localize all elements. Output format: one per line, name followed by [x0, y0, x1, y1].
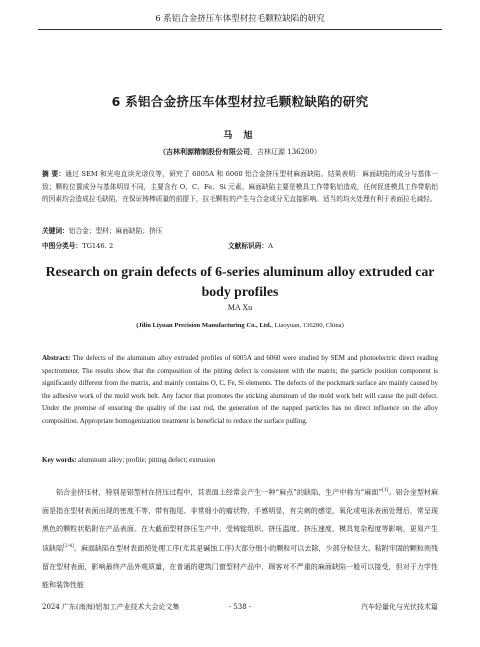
running-header — [38, 9, 442, 30]
english-affiliation-org: (Jilin Liyuan Precision Manufacturing Co., Ltd. — [136, 322, 272, 329]
english-abstract-label: Abstract: — [42, 354, 71, 362]
footer-section: 汽车轻量化与光伏技术篇 — [361, 603, 438, 611]
document-code-value: A — [268, 242, 273, 250]
chinese-affiliation-org: （吉林利源精制股份有限公司 — [159, 147, 251, 156]
running-title: 6 系铝合金挤压车体型材拉毛颗粒缺陷的研究 — [155, 14, 325, 24]
body-text-part-3: 。麻面缺陷在型材表面预处理工序(尤其是碱蚀工序)大部分细小的颗粒可以去除，少部分粒径大、粘附牢固的颗粒则残留在型材表面，影响最终产品外观质量，在普通的建筑门窗型材产品中，顾客对不严重的麻面缺陷一般可以接受，但对于力学性能和装饰性能 — [42, 544, 439, 590]
english-keywords-label: Key words: — [42, 456, 77, 464]
chinese-title: 6 系铝合金挤压车体型材拉毛颗粒缺陷的研究 — [111, 94, 369, 109]
english-keywords-text: aluminum alloy; profile; pitting defect; extrusion — [76, 456, 216, 464]
document-code-label: 文献标识码： — [228, 242, 269, 250]
chinese-abstract-text: 通过 SEM 和光电直读光谱仪等，研究了 6005A 和 6060 铝合金挤压型材麻面缺陷。结果表明：麻面缺陷的成分与基体一致；颗粒位置成分与基体明显不同，主要含有 O、C、Fe、Si 元素。麻面缺陷主要是模具工作带粘铝造成，任何促进模具工作带粘铝的因素均会造成拉毛缺陷，在保证铸棒质量的前提下，拉毛颗粒的产生与合金成分无直接影响。适当的均火处理有利于表面拉毛减轻。 — [42, 170, 439, 204]
chinese-author: 马 旭 — [223, 131, 257, 141]
classification-line — [42, 240, 438, 252]
chinese-keywords-text: 铝合金；型材；麻面缺陷；挤压 — [68, 227, 163, 235]
english-title-block — [42, 262, 438, 302]
english-author: MA Xu — [227, 303, 253, 312]
chinese-affiliation — [0, 147, 480, 157]
body-text-part-1: 铝合金挤压材，特别是铝型材在挤压过程中，其表面上经常会产生一种“麻点”的缺陷，生产中称为“麻面” — [56, 488, 383, 497]
class-number-value: TG146. 2 — [82, 242, 114, 250]
chinese-abstract-label: 摘 要： — [42, 170, 66, 178]
body-text-part-2: 。铝合金型材麻面是指在型材表面出现的密度不等、带有拖尾、非常细小的瘤状物，手感明显，有尖刺的感觉，氧化或电泳表面处理后，常呈现黑色的颗粒状粘附在产品表面。在大截面型材挤压生产中，受铸锭组织、挤压温度、挤压速度、模具复杂程度等影响，更易产生该缺陷 — [42, 488, 438, 553]
chinese-keywords — [42, 225, 438, 237]
english-affiliation-location: , Liaoyuan, 136200, China) — [271, 322, 344, 329]
citation-1: [1] — [382, 488, 389, 493]
english-title: Research on grain defects of 6-series aluminum alloy extruded car body profiles — [45, 264, 435, 299]
chinese-keywords-label: 关键词： — [42, 227, 69, 235]
english-abstract — [42, 352, 438, 428]
footer-page-number: - 538 - — [228, 603, 252, 611]
body-paragraph — [42, 482, 438, 594]
class-number-label: 中图分类号： — [42, 242, 83, 250]
citation-2: [2-4] — [63, 544, 74, 550]
chinese-affiliation-location: ，吉林辽源 136200） — [250, 148, 321, 156]
document-code — [228, 240, 273, 252]
page-footer — [42, 600, 438, 614]
footer-proceedings: 2024 广东(南海)铝加工产业技术大会论文集 — [42, 603, 180, 611]
chinese-abstract — [42, 168, 438, 206]
english-keywords — [42, 454, 438, 466]
english-abstract-text: The defects of the aluminum alloy extruded profiles of 6005A and 6060 were studied by SEM and photoelectric direct reading spectrometer. The results show that the composition of the pitting defect is consistent with the matrix; the particle position component is significantly different from the matrix, and mainly contains O, C, Fe, Si elements. The defects of the pockmark surface are mainly caused by the adhesive work of the mold work belt. Any factor that promotes the sticking aluminum of the mold work belt will cause the pull defect. Under the premise of ensuring the quality of the cast rod, the generation of the napped particles has no direct influence on the alloy composition. Appropriate homogenization treatment is beneficial to reduce the surface pulling. — [42, 354, 438, 425]
english-affiliation — [0, 322, 480, 329]
